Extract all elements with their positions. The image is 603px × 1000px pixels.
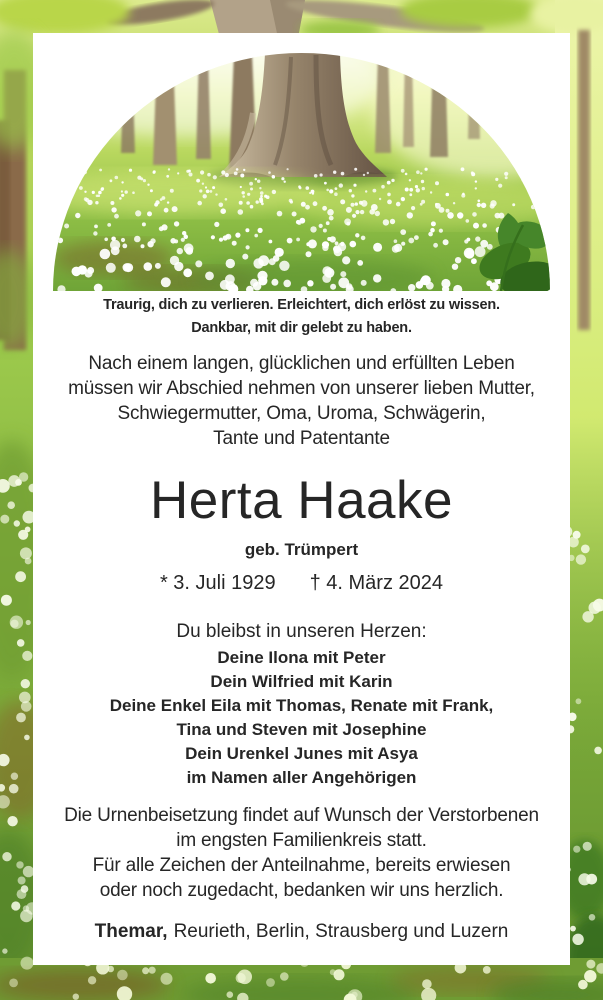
mourner-line: Deine Enkel Eila mit Thomas, Renate mit Frank, [109, 696, 494, 715]
funeral-notice [33, 803, 570, 903]
death-date: † 4. März 2024 [309, 572, 444, 594]
intro-text [33, 351, 570, 451]
funeral-line: Für alle Zeichen der Anteilnahme, bereits erwiesen [92, 855, 511, 876]
obituary-card [33, 33, 570, 965]
places-rest: Reurieth, Berlin, Strausberg und Luzern [173, 921, 509, 942]
life-dates [33, 570, 570, 596]
mourner-line: Deine Ilona mit Peter [217, 648, 386, 667]
memorial-photo-arch [53, 53, 550, 291]
intro-line: Tante und Patentante [213, 428, 390, 449]
deceased-name: Herta Haake [149, 471, 454, 530]
epigraph [33, 294, 570, 340]
funeral-line: oder noch zugedacht, bedanken wir uns herzlich. [99, 880, 504, 901]
intro-line: müssen wir Abschied nehmen von unserer lieben Mutter, [68, 378, 535, 399]
spring-forest-photo [53, 53, 550, 291]
funeral-line: Die Urnenbeisetzung findet auf Wunsch der Verstorbenen [64, 805, 539, 826]
epigraph-line-2: Dankbar, mit dir gelebt zu haben. [191, 320, 412, 336]
intro-line: Nach einem langen, glücklichen und erfüllten Leben [88, 353, 515, 374]
mourner-line: Dein Urenkel Junes mit Asya [185, 744, 418, 763]
places-line [33, 919, 570, 944]
epigraph-line-1: Traurig, dich zu verlieren. Erleichtert, dich erlöst zu wissen. [103, 297, 500, 313]
funeral-line: im engsten Familienkreis statt. [176, 830, 427, 851]
birth-date: * 3. Juli 1929 [159, 572, 276, 594]
mourners-list [33, 646, 570, 790]
maiden-name: geb. Trümpert [244, 540, 359, 559]
place-primary: Themar, [94, 921, 168, 942]
mourner-line: Dein Wilfried mit Karin [210, 672, 393, 691]
mourner-line: Tina und Steven mit Josephine [176, 720, 427, 739]
mourner-line: im Namen aller Angehörigen [186, 768, 417, 787]
farewell-line: Du bleibst in unseren Herzen: [176, 621, 427, 642]
intro-line: Schwiegermutter, Oma, Uroma, Schwägerin, [117, 403, 486, 424]
